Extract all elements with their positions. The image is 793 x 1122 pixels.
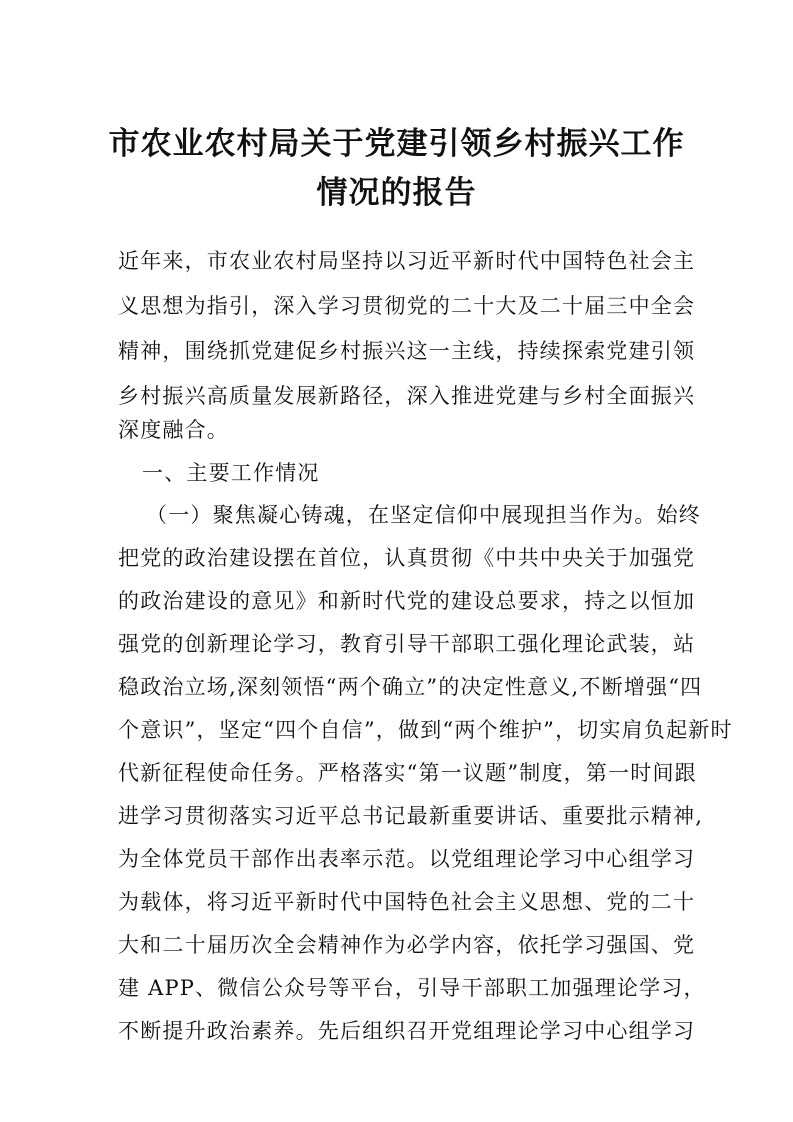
body-line: 建 APP、微信公众号等平台，引导干部职工加强理论学习， bbox=[118, 976, 706, 1000]
body-line: 稳政治立场,深刻领悟“两个确立”的决定性意义,不断增强“四 bbox=[118, 675, 703, 699]
body-line: 不断提升政治素养。先后组织召开党组理论学习中心组学习 bbox=[118, 1019, 696, 1043]
body-line: 进学习贯彻落实习近平总书记最新重要讲话、重要批示精神, bbox=[118, 804, 704, 828]
section-heading: 一、主要工作情况 bbox=[142, 461, 320, 485]
body-line: 为载体，将习近平新时代中国特色社会主义思想、党的二十 bbox=[118, 890, 696, 914]
intro-line: 乡村振兴高质量发展新路径，深入推进党建与乡村全面振兴 bbox=[118, 384, 696, 408]
intro-line: 义思想为指引，深入学习贯彻党的二十大及二十届三中全会 bbox=[118, 294, 696, 318]
document-title-line-2: 情况的报告 bbox=[316, 175, 477, 211]
body-line: 为全体党员干部作出表率示范。以党组理论学习中心组学习 bbox=[118, 847, 696, 871]
intro-line: 精神，围绕抓党建促乡村振兴这一主线，持续探索党建引领 bbox=[118, 339, 696, 363]
document-title-line-1: 市农业农村局关于党建引领乡村振兴工作 bbox=[108, 126, 685, 162]
body-line: 个意识”，坚定“四个自信”，做到“两个维护”，切实肩负起新时 bbox=[118, 718, 733, 742]
intro-line: 近年来，市农业农村局坚持以习近平新时代中国特色社会主 bbox=[118, 249, 696, 273]
body-line: 代新征程使命任务。严格落实“第一议题”制度，第一时间跟 bbox=[118, 761, 697, 785]
body-line: 的政治建设的意见》和新时代党的建设总要求，持之以恒加 bbox=[118, 589, 696, 613]
body-line: 强党的创新理论学习，教育引导干部职工强化理论武装，站 bbox=[118, 632, 696, 656]
intro-line: 深度融合。 bbox=[118, 418, 229, 442]
body-line: （一）聚焦凝心铸魂，在坚定信仰中展现担当作为。始终 bbox=[146, 503, 701, 527]
body-line: 把党的政治建设摆在首位，认真贯彻《中共中央关于加强党 bbox=[118, 546, 696, 570]
body-line: 大和二十届历次全会精神作为必学内容，依托学习强国、党 bbox=[118, 933, 696, 957]
